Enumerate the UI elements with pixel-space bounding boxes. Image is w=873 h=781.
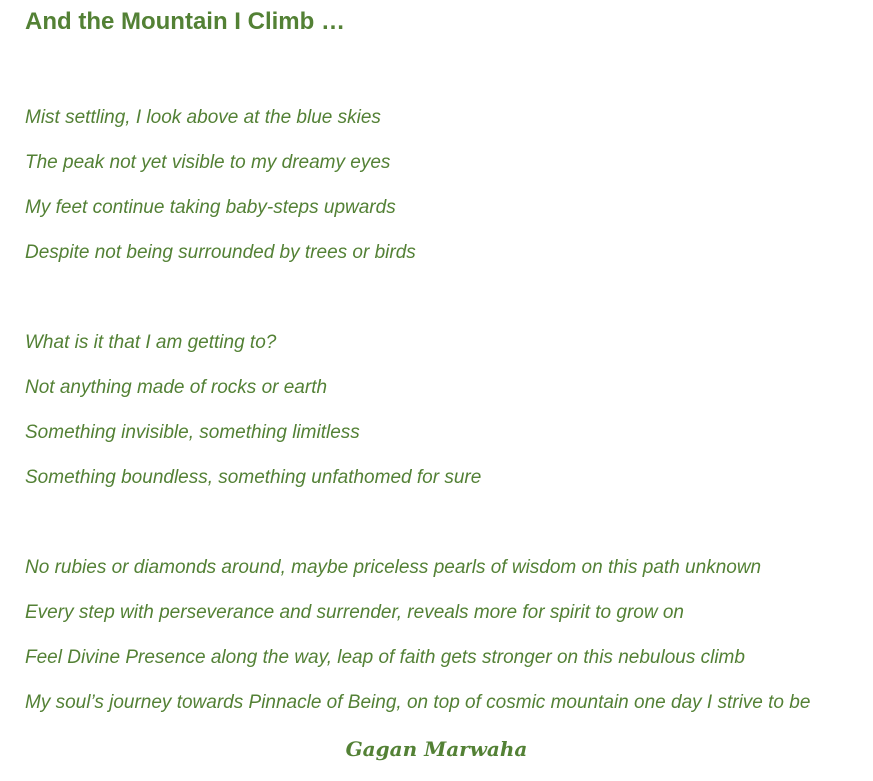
poem-line: Something invisible, something limitless bbox=[25, 422, 360, 443]
poem-line: The peak not yet visible to my dreamy eyes bbox=[25, 152, 391, 173]
poem-line: Feel Divine Presence along the way, leap of faith gets stronger on this nebulous climb bbox=[25, 647, 745, 668]
poem-title: And the Mountain I Climb … bbox=[25, 8, 345, 35]
poem-line: Something boundless, something unfathomed for sure bbox=[25, 467, 482, 488]
poem-line: Despite not being surrounded by trees or birds bbox=[25, 242, 416, 263]
author-signature: Gagan Marwaha bbox=[345, 737, 528, 761]
poem-line: Every step with perseverance and surrender, reveals more for spirit to grow on bbox=[25, 602, 684, 623]
poem-line: My soul’s journey towards Pinnacle of Being, on top of cosmic mountain one day I strive to be bbox=[25, 692, 811, 713]
poem-line: No rubies or diamonds around, maybe priceless pearls of wisdom on this path unknown bbox=[25, 557, 762, 578]
poem-line: Not anything made of rocks or earth bbox=[25, 377, 328, 398]
poem-line: What is it that I am getting to? bbox=[25, 332, 277, 353]
poem-line: Mist settling, I look above at the blue skies bbox=[25, 107, 381, 128]
poem-line: My feet continue taking baby-steps upwards bbox=[25, 197, 396, 218]
